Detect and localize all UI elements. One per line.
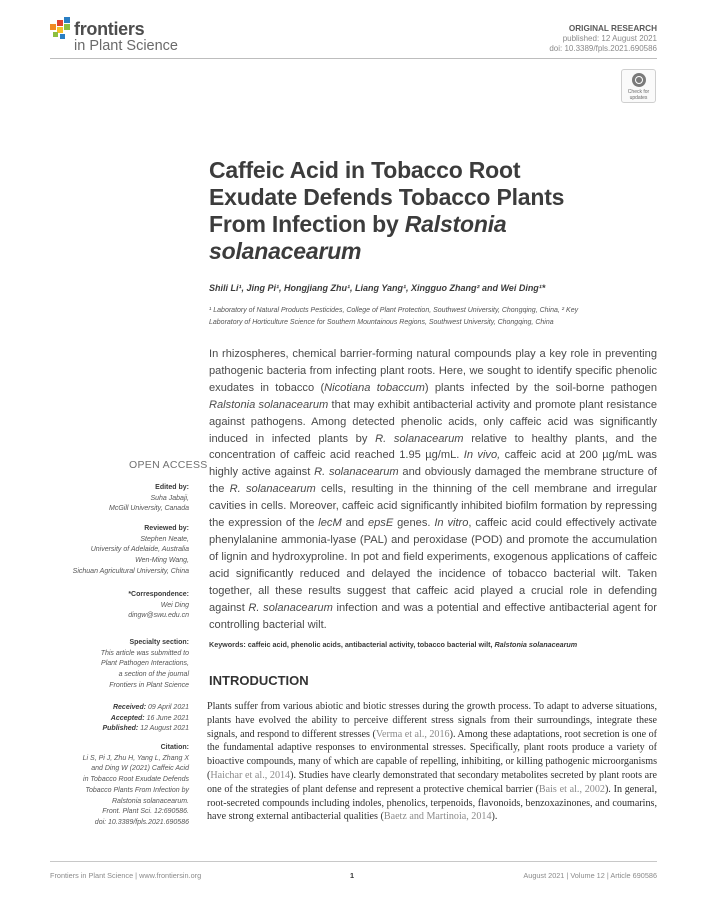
introduction-heading: INTRODUCTION xyxy=(209,673,309,688)
citation-link[interactable]: Bais et al., 2002 xyxy=(538,783,605,795)
specialty-section: Specialty section: This article was submitted to Plant Pathogen Interactions, a section of the journal Frontiers in Plant Science xyxy=(100,639,189,689)
affiliations: ¹ Laboratory of Natural Products Pesticides, College of Plant Protection, Southwest University, Chongqing, China, ² Key Laboratory of Horticulture Science for Southern Mountainous Regions, Southwest University, Chongqing, China xyxy=(209,307,579,326)
footer-divider xyxy=(50,861,657,862)
edited-by: Edited by: Suha Jabaji, McGill University, Canada xyxy=(108,484,189,513)
introduction-text: Plants suffer from various abiotic and biotic stresses during the growth process. To adapt to adverse situations, plants have evolved the ability to perceive different stress signals from their surroundings, integrate these signals, and respond to different stresses (Verma et al., 2016). Among these adaptations, root secretion is one of the fundamental adaptive responses to environmental stresses. Specifically, plant roots produce a variety of bioactive compounds, many of which are capable of repelling, inhibiting, or killing pathogenic microorganisms (Haichar et al., 2014). Studies have clearly demonstrated that secondary metabolites secreted by plant roots are one of the strategies of plant defense and represent a protective chemical barrier (Bais et al., 2002). In general, root-secreted compounds including indoles, phenolics, terpenoids, flavonoids, benzoxazinones, and coumarins, have strong external antibacterial qualities (Baetz and Martinoia, 2014). xyxy=(207,701,658,823)
citation-link[interactable]: Verma et al., 2016 xyxy=(375,728,450,740)
article-meta xyxy=(549,24,657,54)
footer-issue: August 2021 | Volume 12 | Article 690586 xyxy=(523,871,657,880)
updates-icon xyxy=(632,73,646,87)
updates-label: Check for updates xyxy=(627,89,650,101)
logo-mark-icon xyxy=(50,16,72,42)
check-for-updates-button[interactable] xyxy=(621,69,656,103)
article-type: ORIGINAL RESEARCH xyxy=(568,24,657,33)
citation-link[interactable]: Baetz and Martinoia, 2014 xyxy=(383,811,492,823)
page-number: 1 xyxy=(350,871,355,880)
correspondence: *Correspondence: Wei Ding dingw@swu.edu.cn xyxy=(128,590,189,622)
author-list: Shili Li¹, Jing Pi¹, Hongjiang Zhu¹, Liang Yang¹, Xingguo Zhang² and Wei Ding¹* xyxy=(209,283,546,293)
abstract: In rhizospheres, chemical barrier-forming natural compounds play a key role in preventing pathogenic bacteria from infecting plant roots. Here, we sought to identify specific phenolic exudates in tobacco (Nicotiana tobaccum) plants infected by the soil-borne pathogen Ralstonia solanacearum that may exhibit antibacterial activity and promote plant resistance against pathogens. Among detected phenolic acids, only caffeic acid was significantly induced in infected plants by R. solanacearum relative to healthy plants, and the concentration of caffeic acid reached 1.95 µg/mL. In vivo, caffeic acid at 200 µg/mL was highly active against R. solanacearum and obviously damaged the membrane structure of the R. solanacearum cells, resulting in the thinning of the cell membrane and irregular cavities in cells. Moreover, caffeic acid significantly inhibited biofilm formation by repressing the expression of the lecM and epsE genes. In vitro, caffeic acid could effectively activate phenylalanine ammonia-lyase (PAL) and peroxidase (POD) and promote the accumulation of lignin and hydroxyproline. In pot and field experiments, exogenous applications of caffeic acid significantly reduced and delayed the incidence of tobacco bacterial wilt. Taken together, all these results suggest that caffeic acid played a crucial role in defending against R. solanacearum infection and was a potential and effective antibacterial agent for controlling bacterial wilt. xyxy=(209,348,658,631)
header-divider xyxy=(50,58,657,59)
keywords: Keywords: caffeic acid, phenolic acids, antibacterial activity, tobacco bacterial wilt, Ralstonia solanacearum xyxy=(209,640,578,649)
article-title: Caffeic Acid in Tobacco Root Exudate Defends Tobacco Plants From Infection by Ralstonia solanacearum xyxy=(209,157,565,264)
published-date: published: 12 August 2021 xyxy=(562,34,657,43)
brand-name: frontiers xyxy=(74,19,145,39)
citation: Citation: Li S, Pi J, Zhu H, Yang L, Zhang X and Ding W (2021) Caffeic Acid in Tobacco Root Exudate Defends Tobacco Plants From Infection by Ralstonia solanacearum. Front. Plant Sci. 12:690586. doi: 10.3389/fpls.2021.690586 xyxy=(82,744,189,826)
correspondence-email[interactable]: dingw@swu.edu.cn xyxy=(128,612,189,620)
citation-link[interactable]: Haichar et al., 2014 xyxy=(210,769,291,781)
reviewed-by: Reviewed by: Stephen Neate, University of Adelaide, Australia Wen-Ming Wang, Sichuan Agricultural University, China xyxy=(72,525,189,575)
article-doi[interactable]: doi: 10.3389/fpls.2021.690586 xyxy=(549,44,657,53)
footer-journal[interactable]: Frontiers in Plant Science | www.frontiersin.org xyxy=(50,871,202,880)
frontiers-logo[interactable] xyxy=(50,16,200,56)
journal-name: in Plant Science xyxy=(74,38,178,54)
open-access-label: OPEN ACCESS xyxy=(129,459,208,471)
article-dates: Received: 09 April 2021 Accepted: 16 June 2021 Published: 12 August 2021 xyxy=(102,704,189,733)
